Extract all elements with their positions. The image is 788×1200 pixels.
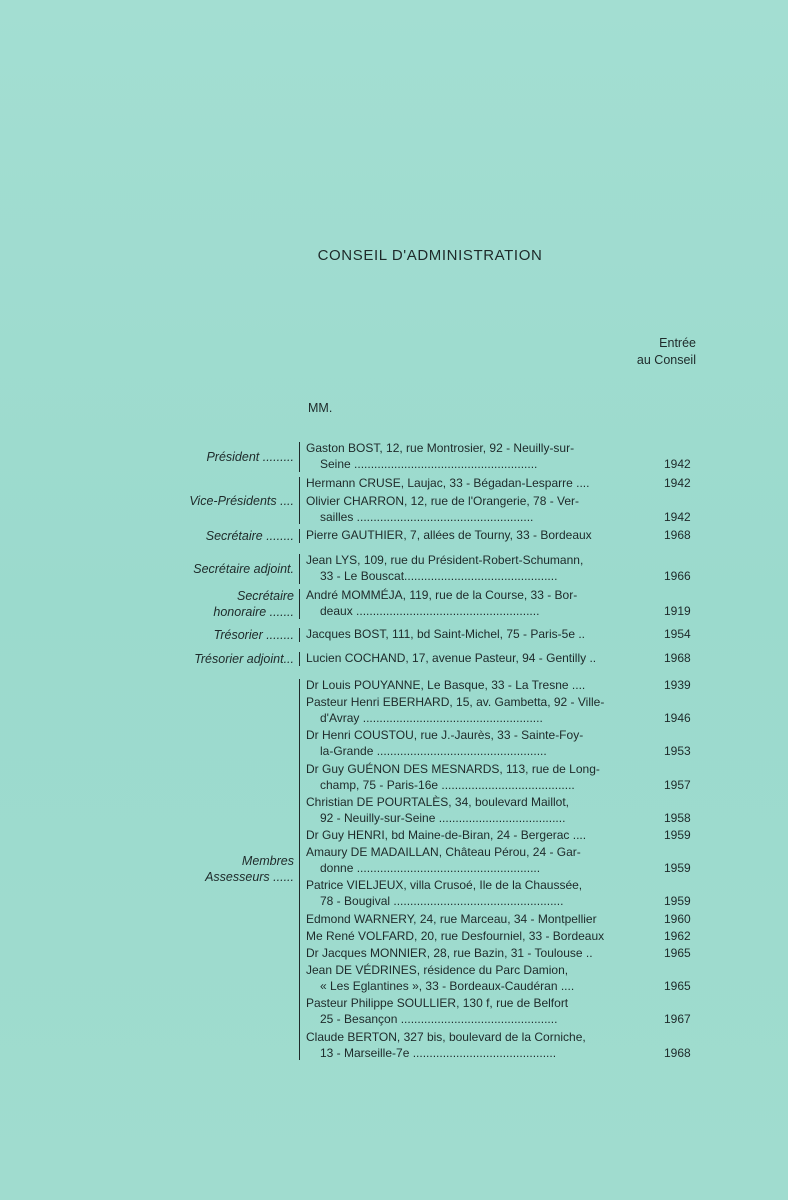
member-entry: [306, 440, 652, 472]
entry-year: 1962: [664, 928, 691, 943]
member-entry: [306, 761, 652, 793]
role-label: [214, 627, 294, 643]
member-entry-line: Edmond WARNERY, 24, rue Marceau, 34 - Montpellier: [306, 911, 597, 926]
member-entry: [306, 727, 652, 759]
member-entry: [306, 794, 652, 826]
member-entry-line: deaux .......................................................: [320, 604, 540, 618]
section-bracket: [299, 589, 300, 619]
entry-year: 1953: [664, 744, 691, 759]
member-entry: [306, 928, 652, 944]
section-bracket: [299, 679, 300, 1060]
entry-year: 1965: [664, 979, 691, 994]
entree-au-conseil-header: [637, 335, 696, 369]
entry-year: 1967: [664, 1012, 691, 1027]
member-entry-line: Seine .......................................................: [320, 457, 538, 471]
member-entry: [306, 626, 652, 642]
entry-year: 1959: [664, 828, 691, 842]
entry-year: 1960: [664, 911, 691, 926]
member-entry-line: Dr Jacques MONNIER, 28, rue Bazin, 31 - Toulouse ..: [306, 946, 593, 960]
entry-year: 1939: [664, 678, 691, 692]
member-entry-line: 25 - Besançon ...............................................: [320, 1012, 558, 1027]
member-entry-line: 33 - Le Bouscat..............................................: [320, 569, 558, 583]
entry-year: 1966: [664, 569, 691, 583]
member-entry-line: André MOMMÉJA, 119, rue de la Course, 33 - Bor-: [306, 588, 578, 602]
section-bracket: [299, 529, 300, 543]
entry-year: 1919: [664, 604, 691, 618]
entry-year: 1959: [664, 861, 691, 876]
member-entry-line: Hermann CRUSE, Laujac, 33 - Bégadan-Lesparre ....: [306, 476, 590, 490]
member-entry-line: Pierre GAUTHIER, 7, allées de Tourny, 33 - Bordeaux: [306, 528, 592, 542]
member-entry-line: la-Grande ...................................................: [320, 744, 547, 759]
member-entry: [306, 677, 652, 693]
role-line: Vice-Présidents ....: [189, 493, 294, 508]
section-bracket: [299, 477, 300, 524]
member-entry: [306, 827, 652, 843]
member-entry-line: Jean DE VÉDRINES, résidence du Parc Damion,: [306, 963, 569, 978]
entry-year: 1958: [664, 810, 691, 825]
member-entry-line: Dr Guy GUÉNON DES MESNARDS, 113, rue de Long-: [306, 761, 600, 776]
member-entry-line: Dr Henri COUSTOU, rue J.-Jaurès, 33 - Sainte-Foy-: [306, 728, 584, 743]
section-bracket: [299, 554, 300, 584]
mm-label: MM.: [308, 401, 333, 415]
member-entry-line: 78 - Bougival ...................................................: [320, 894, 564, 909]
entry-year: 1946: [664, 711, 691, 726]
member-entry-line: Amaury DE MADAILLAN, Château Pérou, 24 - Gar-: [306, 845, 581, 860]
role-label: [206, 528, 294, 544]
entry-year: 1965: [664, 946, 691, 960]
member-entry-line: Jacques BOST, 111, bd Saint-Michel, 75 - Paris-5e ..: [306, 627, 586, 641]
entry-year: 1959: [664, 894, 691, 909]
member-entry-line: Dr Louis POUYANNE, Le Basque, 33 - La Tresne ....: [306, 678, 586, 692]
member-entry-line: donne .......................................................: [320, 861, 541, 876]
member-entry-line: Lucien COCHAND, 17, avenue Pasteur, 94 - Gentilly ..: [306, 651, 597, 665]
member-entry-line: Patrice VIELJEUX, villa Crusoé, Ile de la Chaussée,: [306, 878, 583, 893]
role-line: Secrétaire adjoint.: [193, 561, 294, 576]
member-entry: [306, 493, 652, 525]
member-entry: [306, 475, 652, 491]
entry-year: 1954: [664, 627, 691, 641]
role-line: Secrétaire ........: [205, 528, 294, 543]
member-entry: [306, 995, 652, 1027]
member-entry-line: Me René VOLFARD, 20, rue Desfourniel, 33 - Bordeaux: [306, 928, 605, 943]
section-bracket: [299, 628, 300, 642]
role-label: [206, 449, 294, 465]
member-entry: [306, 962, 652, 994]
entry-year: 1957: [664, 777, 691, 792]
member-entry-line: Pasteur Henri EBERHARD, 15, av. Gambetta, 92 - Ville-: [306, 695, 605, 710]
member-entry-line: Claude BERTON, 327 bis, boulevard de la Corniche,: [306, 1029, 586, 1044]
member-entry: [306, 650, 652, 666]
member-entry-line: 92 - Neuilly-sur-Seine ......................................: [320, 810, 566, 825]
member-entry-line: 13 - Marseille-7e ...........................................: [320, 1045, 557, 1060]
entree-line: au Conseil: [636, 353, 696, 367]
member-entry: [306, 945, 652, 961]
entry-year: 1942: [664, 509, 691, 524]
member-entry-line: « Les Eglantines », 33 - Bordeaux-Caudéran ....: [320, 979, 575, 994]
member-entry-line: champ, 75 - Paris-16e ........................................: [320, 777, 575, 792]
entry-year: 1968: [664, 651, 691, 665]
role-label: [205, 853, 294, 885]
role-line: Assesseurs ......: [205, 870, 294, 885]
role-line: Secrétaire: [237, 588, 294, 603]
member-entry-line: Dr Guy HENRI, bd Maine-de-Biran, 24 - Bergerac ....: [306, 828, 587, 842]
role-line: honoraire .......: [213, 604, 294, 619]
member-entry: [306, 694, 652, 726]
member-entry: [306, 1029, 652, 1061]
entry-year: 1942: [664, 476, 691, 490]
entry-year: 1968: [664, 528, 691, 542]
role-line: Trésorier ........: [213, 627, 294, 642]
role-label: [213, 588, 294, 620]
role-label: [193, 561, 294, 577]
member-entry-line: Gaston BOST, 12, rue Montrosier, 92 - Neuilly-sur-: [306, 441, 575, 455]
member-entry-line: d'Avray ......................................................: [320, 711, 543, 726]
role-label: [189, 493, 294, 509]
member-entry: [306, 527, 652, 543]
member-entry: [306, 844, 652, 876]
role-line: Président .........: [206, 449, 294, 464]
role-line: Membres: [241, 854, 294, 869]
member-entry-line: Jean LYS, 109, rue du Président-Robert-Schumann,: [306, 553, 584, 567]
section-bracket: [299, 652, 300, 666]
member-entry-line: Olivier CHARRON, 12, rue de l'Orangerie, 78 - Ver-: [306, 493, 580, 508]
page-title: CONSEIL D'ADMINISTRATION: [317, 247, 543, 264]
member-entry-line: sailles .....................................................: [320, 509, 534, 524]
entree-line: Entrée: [659, 336, 696, 350]
role-line: Trésorier adjoint...: [194, 651, 294, 666]
section-bracket: [299, 442, 300, 472]
member-entry: [306, 587, 652, 619]
member-entry-line: Christian DE POURTALÈS, 34, boulevard Maillot,: [306, 794, 569, 809]
member-entry: [306, 877, 652, 909]
role-label: [194, 651, 294, 667]
member-entry-line: Pasteur Philippe SOULLIER, 130 f, rue de Belfort: [306, 996, 569, 1011]
member-entry: [306, 552, 652, 584]
member-entry: [306, 911, 652, 927]
entry-year: 1942: [664, 457, 691, 471]
entry-year: 1968: [664, 1045, 691, 1060]
